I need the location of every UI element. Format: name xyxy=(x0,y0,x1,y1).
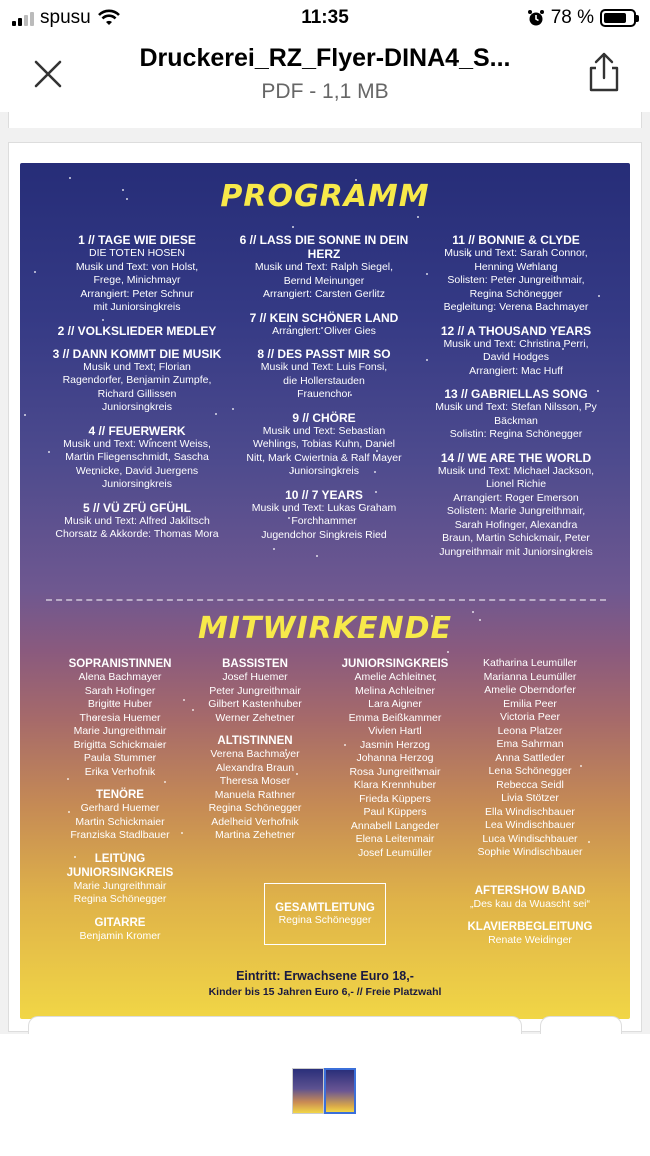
program-item-line: Braun, Martin Schickmair, Peter xyxy=(442,532,590,544)
performer-name: Werner Zehetner xyxy=(215,711,295,724)
gesamtleitung-title: GESAMTLEITUNG xyxy=(275,902,375,914)
performer-name: Victoria Peer xyxy=(500,711,560,723)
performer-group-title: BASSISTEN xyxy=(222,658,288,670)
performer-name: Regina Schönegger xyxy=(73,893,167,905)
performer-name: Amelie Achleitner xyxy=(354,671,436,683)
program-item-title: 14 // WE ARE THE WORLD xyxy=(440,450,592,465)
performer-name: Theresia Huemer xyxy=(79,711,161,724)
performers-column-2 xyxy=(190,651,320,852)
performer-name: Frieda Küppers xyxy=(359,792,431,805)
performer-name: Theresa Moser xyxy=(219,775,291,787)
program-item-line: Arrangiert: Peter Schnur xyxy=(80,287,194,300)
performer-name: Regina Schönegger xyxy=(208,802,302,814)
performer-group-title: SOPRANISTINNEN xyxy=(68,658,172,670)
performer-name: Ema Sahrman xyxy=(496,738,564,750)
program-item-title: 11 // BONNIE & CLYDE xyxy=(452,233,580,247)
performer-name: Verena Bachmayer xyxy=(210,748,300,760)
program-item-line: Forchhammer xyxy=(291,515,357,527)
gesamtleitung-box xyxy=(264,883,386,945)
program-item-title: 12 // A THOUSAND YEARS xyxy=(440,323,592,338)
performer-name: Alexandra Braun xyxy=(215,761,295,774)
performer-name: Lena Schönegger xyxy=(488,765,572,777)
program-item xyxy=(416,387,616,442)
performer-group xyxy=(50,916,190,944)
next-page-edge-right xyxy=(540,1016,622,1034)
pdf-page[interactable] xyxy=(8,142,642,1032)
performer-group-title: AFTERSHOW BAND xyxy=(474,884,586,897)
performer-name: Alena Bachmayer xyxy=(78,671,162,683)
performer-name: Leona Platzer xyxy=(497,724,563,737)
mitwirkende-heading: MITWIRKENDE xyxy=(197,611,453,646)
performer-name: Erika Verhofnik xyxy=(84,765,156,778)
program-item-line: mit Juniorsingkreis xyxy=(93,301,181,313)
program-item-title: 13 // GABRIELLAS SONG xyxy=(444,387,588,401)
program-item-line: Solisten: Peter Jungreithmair, xyxy=(447,274,585,286)
performer-group xyxy=(190,734,320,843)
program-item-line: Musik und Text: Stefan Nilsson, Py xyxy=(435,401,597,413)
gesamtleitung-name: Regina Schönegger xyxy=(278,914,372,926)
status-bar xyxy=(0,0,650,36)
program-item-line: Arrangiert: Mac Huff xyxy=(469,364,563,377)
program-item-line: Musik und Text: Lukas Graham xyxy=(251,501,397,514)
performer-name: Brigitta Schickmaier xyxy=(73,738,167,751)
performer-name: Katharina Leumüller xyxy=(483,657,577,669)
program-item-line: Arrangiert: Oliver Gies xyxy=(272,324,376,337)
program-item-line: Frauenchor xyxy=(297,388,351,400)
program-item xyxy=(234,347,414,402)
star xyxy=(316,555,318,557)
program-item xyxy=(416,233,616,315)
program-heading: PROGRAMM xyxy=(220,179,430,214)
performer-name: Elena Leitenmair xyxy=(355,833,435,845)
program-item-line: Chorsatz & Akkorde: Thomas Mora xyxy=(55,528,219,540)
program-item-line: Wehlings, Tobias Kuhn, Daniel xyxy=(252,438,396,450)
program-item-line: Richard Gillissen xyxy=(97,387,177,400)
performer-group xyxy=(450,920,610,948)
section-divider xyxy=(46,599,606,601)
performer-name: Marianna Leumüller xyxy=(483,670,577,683)
program-item-line: Sarah Hofinger, Alexandra xyxy=(454,518,578,531)
program-item-line: Wernicke, David Juergens xyxy=(75,464,199,477)
program-item-title: 4 // FEUERWERK xyxy=(88,423,186,438)
document-header xyxy=(0,36,650,112)
program-item-line: Jungreithmair mit Juniorsingkreis xyxy=(439,545,593,558)
program-item-title: 5 // VÜ ZFÜ GFÜHL xyxy=(83,500,191,515)
close-icon xyxy=(28,54,68,94)
performer-name: Marie Jungreithmair xyxy=(73,725,167,737)
performer-name: Josef Leumüller xyxy=(357,846,433,859)
clock: 11:35 xyxy=(301,7,349,28)
program-item-line: Frege, Minichmayr xyxy=(93,274,181,286)
performer-group xyxy=(190,657,320,725)
performer-group-title: LEITUNG JUNIORSINGKREIS xyxy=(66,852,174,879)
program-item-line: Arrangiert: Carsten Gerlitz xyxy=(263,288,385,300)
program-item-title: 10 // 7 YEARS xyxy=(285,487,363,502)
program-item-line: Musik und Text; Florian xyxy=(83,360,191,373)
program-item-line: Martin Fliegenschmidt, Sascha xyxy=(65,451,209,463)
program-item-line: Musik und Text: Wincent Weiss, xyxy=(63,437,211,450)
performer-name: Emma Beißkammer xyxy=(348,711,442,724)
performer-name: Gilbert Kastenhuber xyxy=(208,698,302,710)
program-item-line: Bäckman xyxy=(494,414,538,427)
performer-name: Klara Krennhuber xyxy=(353,779,437,791)
star xyxy=(34,271,36,273)
performer-name: Manuela Rathner xyxy=(214,788,296,801)
performer-name: Lara Aigner xyxy=(368,698,422,710)
program-item-line: Solisten: Marie Jungreithmair, xyxy=(446,505,586,517)
program-item xyxy=(42,501,232,542)
program-item-line: DIE TOTEN HOSEN xyxy=(89,247,185,259)
program-item xyxy=(42,424,232,492)
performer-name: Gerhard Huemer xyxy=(80,802,160,814)
close-button[interactable] xyxy=(28,54,68,94)
page-thumbnail-1[interactable] xyxy=(292,1068,324,1114)
performer-name: Paula Stummer xyxy=(83,752,157,764)
performer-name: Johanna Herzog xyxy=(356,752,434,764)
performer-name: Adelheid Verhofnik xyxy=(211,815,299,828)
program-item xyxy=(234,411,414,479)
share-icon xyxy=(584,50,624,94)
performer-name: Sophie Windischbauer xyxy=(477,846,583,858)
performer-group-title: JUNIORSINGKREIS xyxy=(341,658,449,670)
star xyxy=(24,414,26,416)
program-item-line: Juniorsingkreis xyxy=(101,478,173,490)
program-item-line: Musik und Text: von Holst, xyxy=(75,260,199,273)
performer-group xyxy=(450,657,610,860)
battery-percent: 78 % xyxy=(550,7,594,28)
carrier-label: spusu xyxy=(40,7,91,28)
program-item-line: Musik und Text: Michael Jackson, xyxy=(437,464,595,477)
performer-group xyxy=(320,657,470,860)
performer-name: Rebecca Seidl xyxy=(496,778,564,791)
program-item-line: Begleitung: Verena Bachmayer xyxy=(443,301,589,313)
entry-info xyxy=(20,969,630,998)
performer-group-title: TENÖRE xyxy=(96,789,144,801)
program-item xyxy=(42,233,232,315)
document-title: Druckerei_RZ_Flyer-DINA4_S... xyxy=(139,44,511,72)
performer-name: Anna Sattleder xyxy=(495,751,565,764)
performer-name: Franziska Stadlbauer xyxy=(70,829,170,841)
performer-name: Josef Huemer xyxy=(222,671,288,683)
battery-info xyxy=(527,7,636,29)
performer-group-title: GITARRE xyxy=(94,916,146,929)
program-item-title: 7 // KEIN SCHÖNER LAND xyxy=(249,310,399,325)
flyer xyxy=(20,163,630,1019)
program-item xyxy=(42,347,232,415)
performer-group-title: KLAVIERBEGLEITUNG xyxy=(467,921,593,933)
performer-name: Jasmin Herzog xyxy=(359,738,431,751)
program-item xyxy=(234,488,414,543)
program-item xyxy=(416,451,616,560)
previous-page-edge xyxy=(8,112,642,128)
program-item-line: Arrangiert: Roger Emerson xyxy=(453,491,579,504)
program-item-title: 3 // DANN KOMMT DIE MUSIK xyxy=(52,346,222,361)
program-item-title: 6 // LASS DIE SONNE IN DEIN HERZ xyxy=(239,233,409,261)
performer-group xyxy=(50,852,190,907)
performer-group xyxy=(450,884,610,912)
share-button[interactable] xyxy=(584,50,624,94)
battery-icon xyxy=(600,9,636,27)
program-item-line: Henning Wehlang xyxy=(474,260,558,273)
pdf-viewer[interactable] xyxy=(0,112,650,1034)
performer-group xyxy=(50,788,190,843)
program-item-line: Bernd Meinunger xyxy=(283,274,365,287)
program-item-line: Musik und Text: Christina Perri, xyxy=(443,337,589,350)
performers-column-4 xyxy=(450,651,610,957)
program-item xyxy=(234,311,414,339)
program-item-title: 2 // VOLKSLIEDER MEDLEY xyxy=(57,323,217,338)
performer-name: Livia Stötzer xyxy=(501,792,559,804)
program-item-title: 8 // DES PASST MIR SO xyxy=(257,347,391,361)
program-item-line: Musik und Text: Sebastian xyxy=(262,424,386,437)
star xyxy=(417,216,419,218)
performer-name: Rosa Jungreithmair xyxy=(349,765,441,778)
performer-group xyxy=(50,657,190,779)
performer-name: Annabell Langeder xyxy=(350,819,440,832)
performers-column-3 xyxy=(320,651,470,869)
program-item-line: Musik und Text: Sarah Connor, xyxy=(444,247,588,259)
program-item-line: Juniorsingkreis xyxy=(101,401,173,413)
performer-name: Vivien Hartl xyxy=(368,725,422,737)
program-item-line: Ragendorfer, Benjamin Zumpfe, xyxy=(62,374,212,386)
program-item-line: Nitt, Mark Cwiertnia & Ralf Mayer xyxy=(246,451,402,464)
next-page-edge xyxy=(28,1016,522,1034)
performer-name: Ella Windischbauer xyxy=(485,805,575,818)
program-column-3 xyxy=(416,233,616,568)
page-thumbnail-2[interactable] xyxy=(324,1068,356,1114)
performer-name: Renate Weidinger xyxy=(488,934,572,946)
program-item-line: Regina Schönegger xyxy=(469,287,563,300)
star xyxy=(292,226,294,228)
program-item-line: Musik und Text: Luis Fonsi, xyxy=(260,361,388,373)
performer-name: Brigitte Huber xyxy=(87,698,153,710)
page-thumbnail-bar xyxy=(0,1034,650,1156)
program-item-title: 1 // TAGE WIE DIESE xyxy=(78,233,196,247)
entry-children: Kinder bis 15 Jahren Euro 6,- // Freie Platzwahl xyxy=(208,986,442,998)
program-column-2 xyxy=(234,233,414,551)
program-item-line: die Hollerstauden xyxy=(283,374,365,387)
performer-name: Amelie Oberndorfer xyxy=(484,684,576,696)
program-item-line: Musik und Text: Alfred Jaklitsch xyxy=(64,514,210,527)
alarm-icon xyxy=(527,9,545,27)
performer-group-title: ALTISTINNEN xyxy=(217,735,293,747)
program-column-1 xyxy=(42,233,232,551)
program-item xyxy=(234,233,414,302)
program-item xyxy=(42,324,232,338)
performer-name: Benjamin Kromer xyxy=(79,929,161,942)
performer-name: „Des kau da Wuascht sei“ xyxy=(469,897,591,910)
document-meta: PDF - 1,1 MB xyxy=(261,80,389,103)
program-item-line: Juniorsingkreis xyxy=(288,465,360,477)
performer-name: Melina Achleitner xyxy=(355,684,435,697)
performers-column-1 xyxy=(50,651,190,952)
performer-name: Marie Jungreithmair xyxy=(73,879,167,892)
program-item-line: Musik und Text: Ralph Siegel, xyxy=(254,261,394,273)
program-item-line: David Hodges xyxy=(483,351,549,363)
performer-name: Emilia Peer xyxy=(503,697,557,710)
performer-name: Peter Jungreithmair xyxy=(209,684,301,697)
performer-name: Lea Windischbauer xyxy=(485,819,575,831)
performer-name: Sarah Hofinger xyxy=(84,684,156,697)
program-item-line: Lionel Richie xyxy=(485,478,547,490)
entry-adults: Eintritt: Erwachsene Euro 18,- xyxy=(236,969,414,983)
performer-name: Martin Schickmaier xyxy=(75,815,165,828)
program-item-line: Jugendchor Singkreis Ried xyxy=(261,528,387,541)
program-item-title: 9 // CHÖRE xyxy=(292,410,356,425)
performer-name: Paul Küppers xyxy=(363,806,427,818)
program-item-line: Solistin: Regina Schönegger xyxy=(449,428,583,440)
program-item xyxy=(416,324,616,379)
performer-name: Luca Windischbauer xyxy=(482,832,578,845)
performer-name: Martina Zehetner xyxy=(215,829,295,841)
